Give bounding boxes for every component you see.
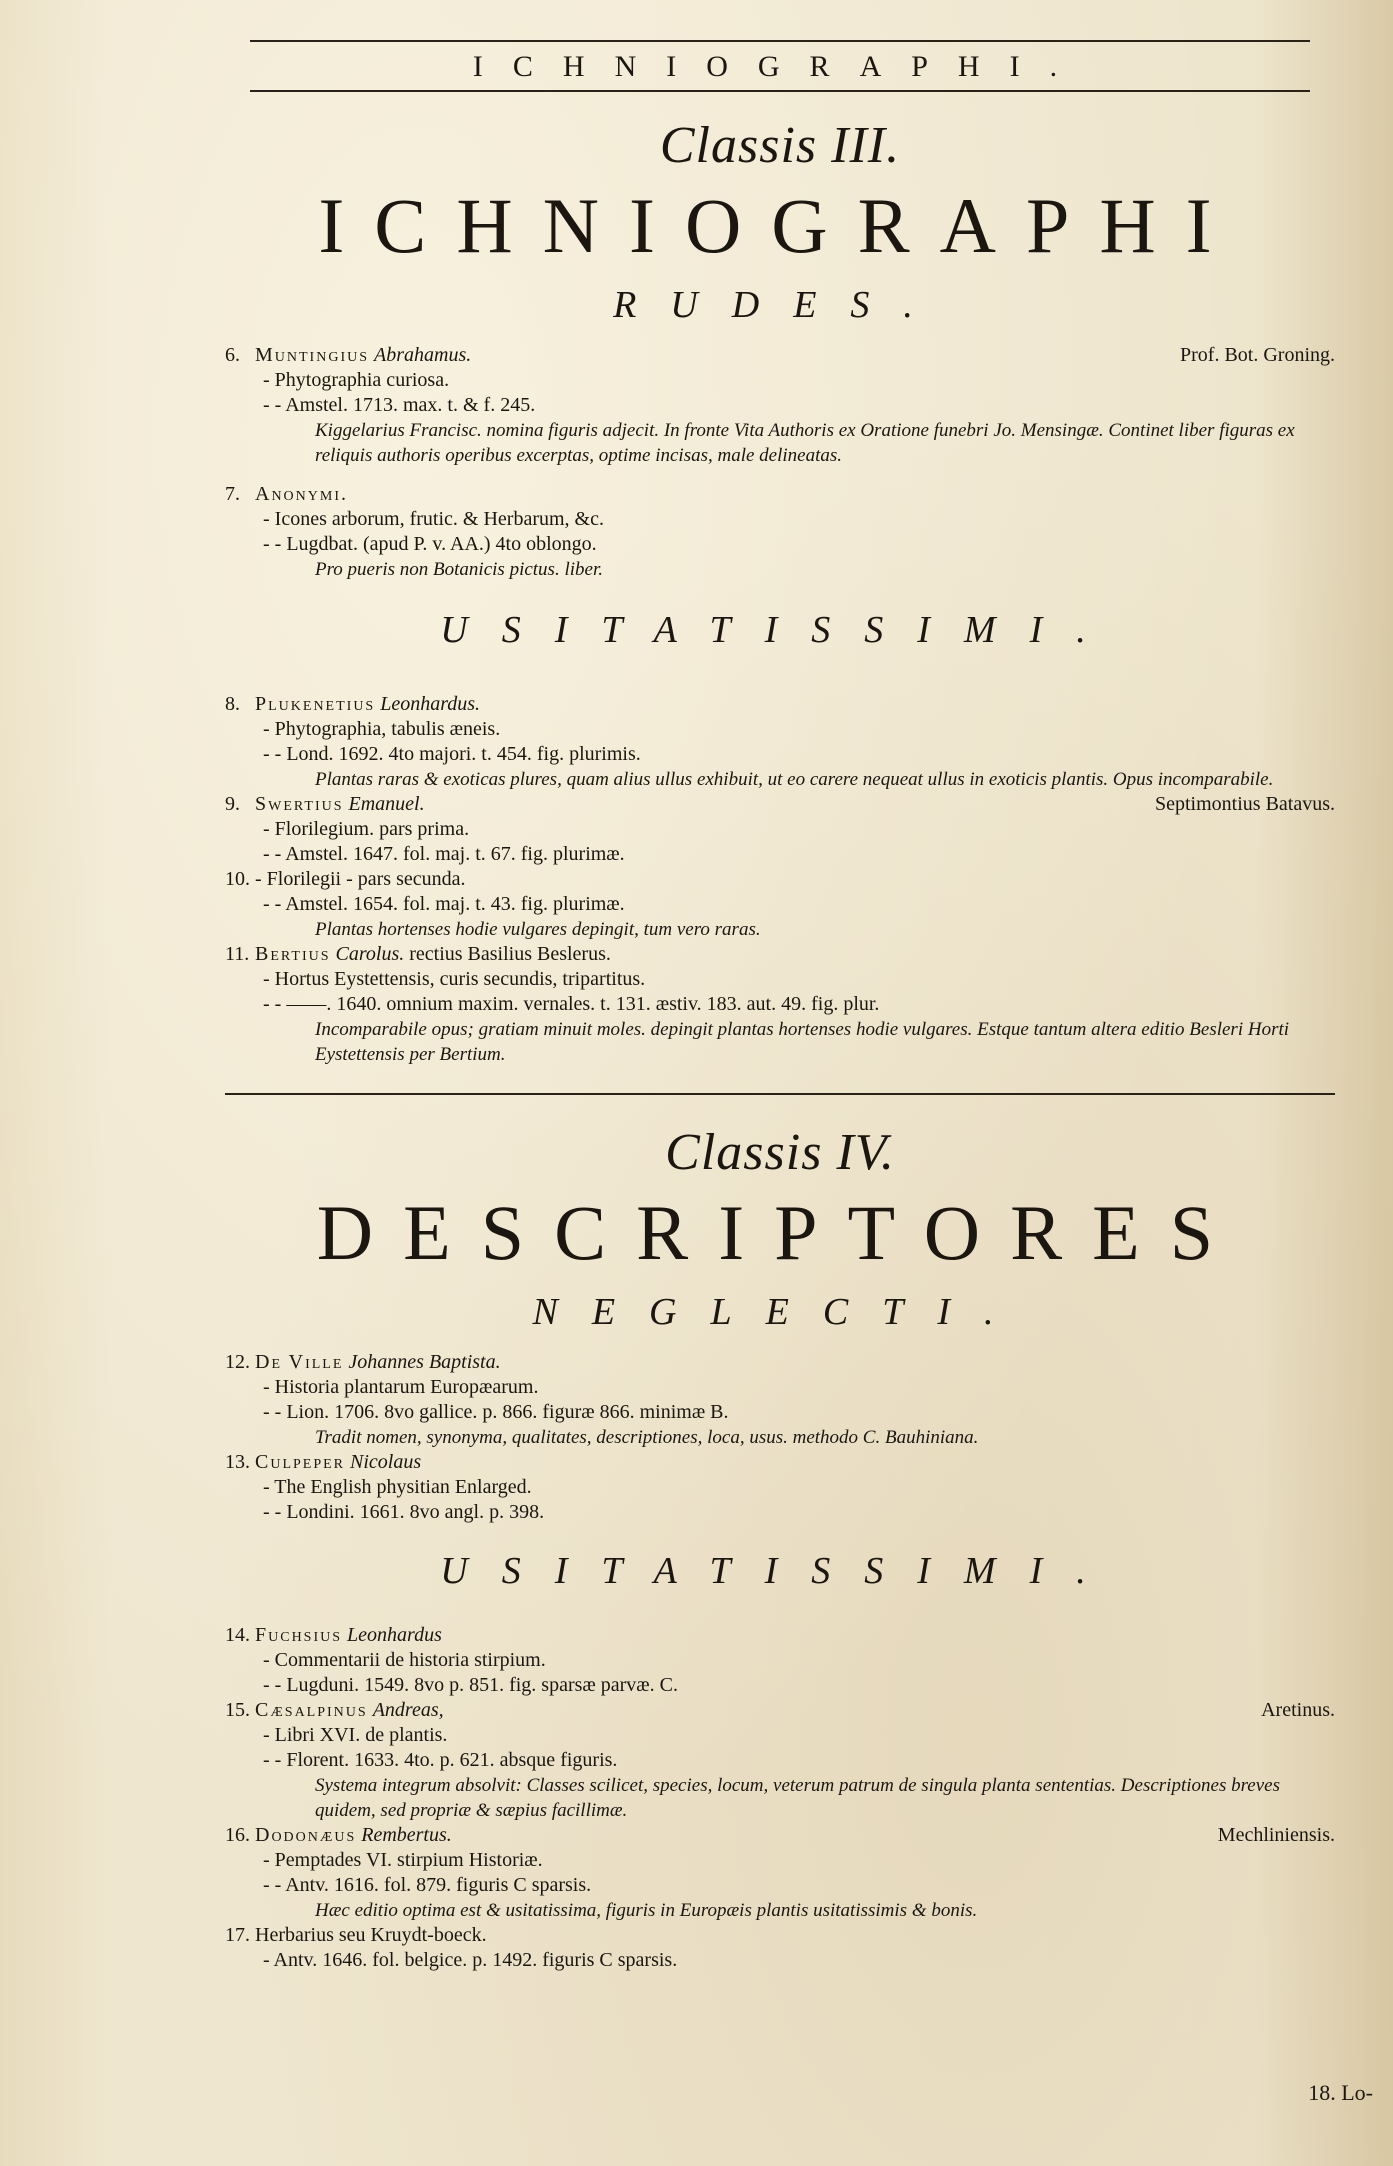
entry-number: 15. bbox=[225, 1699, 250, 1721]
entry-note: Plantas raras & exoticas plures, quam alius ullus exhibuit, ut eo carere nequeat ullus in exoticis plantis. Opus incomparabile. bbox=[315, 769, 1274, 790]
author-origin: Aretinus. bbox=[1261, 1699, 1335, 1721]
catchword: 18. Lo- bbox=[1308, 2080, 1373, 2105]
author-given-name: Nicolaus bbox=[350, 1451, 422, 1473]
section-title: ICHNIOGRAPHI bbox=[318, 182, 1242, 269]
entry-imprint: - - Antv. 1616. fol. 879. figuris C sparsis. bbox=[263, 1874, 592, 1896]
entry bbox=[225, 1698, 1335, 1823]
author-alias: rectius Basilius Beslerus. bbox=[409, 943, 611, 965]
entry-title: - Phytographia curiosa. bbox=[263, 369, 450, 391]
subsection-title: RUDES. bbox=[613, 284, 947, 326]
entry-imprint: - - Lugdbat. (apud P. v. AA.) 4to oblongo. bbox=[263, 533, 597, 555]
entry-title: - Florilegium. pars prima. bbox=[263, 818, 470, 840]
author-name: Fuchsius bbox=[255, 1624, 343, 1646]
entry bbox=[225, 1623, 1335, 1698]
entry-note: Kiggelarius Francisc. nomina figuris adjecit. In fronte Vita Authoris ex Oratione funebri Jo. Mensingæ. Continet liber figuras ex reliquis authoris operibus excerptas, optime incisas, male delineatas. bbox=[315, 420, 1295, 466]
entry-number: 11. bbox=[225, 943, 250, 965]
entry bbox=[225, 1923, 1335, 1973]
author-name: Anonymi. bbox=[255, 483, 348, 505]
author-given-name: Carolus. bbox=[335, 943, 405, 965]
entry-number: 17. bbox=[225, 1924, 250, 1946]
entry-imprint: - - Lugduni. 1549. 8vo p. 851. fig. sparsæ parvæ. C. bbox=[263, 1674, 678, 1696]
entry-title: - Pemptades VI. stirpium Historiæ. bbox=[263, 1849, 543, 1871]
entry bbox=[225, 692, 1335, 792]
entry bbox=[225, 1450, 1335, 1525]
entry-title: - Icones arborum, frutic. & Herbarum, &c. bbox=[263, 508, 604, 530]
entry bbox=[225, 867, 1335, 942]
running-head: ICHNIOGRAPHI. bbox=[250, 40, 1310, 92]
entry-note: Systema integrum absolvit: Classes scilicet, species, locum, veterum patrum de singula planta sententias. Descriptiones breves quidem, sed propriæ & sæpius facillimæ. bbox=[315, 1775, 1280, 1821]
entry-imprint: - - Florent. 1633. 4to. p. 621. absque figuris. bbox=[263, 1749, 618, 1771]
entry-number: 6. bbox=[225, 344, 240, 366]
classis-heading: Classis III. bbox=[659, 117, 901, 174]
entry-imprint: - - Amstel. 1713. max. t. & f. 245. bbox=[263, 394, 536, 416]
section-divider bbox=[225, 1093, 1335, 1095]
section-title: DESCRIPTORES bbox=[316, 1189, 1244, 1276]
author-given-name: Leonhardus bbox=[347, 1624, 442, 1646]
page-content bbox=[225, 40, 1335, 1973]
entry-note: Pro pueris non Botanicis pictus. liber. bbox=[315, 559, 603, 580]
author-given-name: Rembertus. bbox=[361, 1824, 452, 1846]
entry bbox=[225, 1350, 1335, 1450]
author-given-name: Emanuel. bbox=[348, 793, 425, 815]
entry-number: 8. bbox=[225, 693, 240, 715]
author-name: De Ville bbox=[255, 1351, 344, 1373]
entry-imprint: - - Lion. 1706. 8vo gallice. p. 866. figuræ 866. minimæ B. bbox=[263, 1401, 729, 1423]
entry bbox=[225, 482, 1335, 582]
entry-number: 9. bbox=[225, 793, 240, 815]
author-given-name: Andreas, bbox=[372, 1699, 444, 1721]
entry bbox=[225, 1823, 1335, 1923]
entry-number: 10. bbox=[225, 868, 250, 890]
entry-imprint: - - Amstel. 1654. fol. maj. t. 43. fig. plurimæ. bbox=[263, 893, 625, 915]
entry-title: - Commentarii de historia stirpium. bbox=[263, 1649, 546, 1671]
author-name: Muntingius bbox=[255, 344, 369, 366]
entry-imprint: - - Amstel. 1647. fol. maj. t. 67. fig. plurimæ. bbox=[263, 843, 625, 865]
author-name: Swertius bbox=[255, 793, 344, 815]
subsection-title: USITATISSIMI. bbox=[440, 1550, 1120, 1592]
entry-note: Hæc editio optima est & usitatissima, figuris in Europæis plantis usitatissimis & bonis. bbox=[315, 1900, 978, 1921]
author-given-name: Johannes Baptista. bbox=[348, 1351, 501, 1373]
author-name: Culpeper bbox=[255, 1451, 346, 1473]
author-name: Bertius bbox=[255, 943, 331, 965]
entry-title: - Hortus Eystettensis, curis secundis, tripartitus. bbox=[263, 968, 646, 990]
subsection-title: USITATISSIMI. bbox=[440, 609, 1120, 651]
entry-imprint: - - Lond. 1692. 4to majori. t. 454. fig. plurimis. bbox=[263, 743, 641, 765]
entry bbox=[225, 792, 1335, 867]
entry-imprint: - Antv. 1646. fol. belgice. p. 1492. figuris C sparsis. bbox=[263, 1949, 678, 1971]
subsection-title: NEGLECTI. bbox=[532, 1291, 1028, 1333]
entry-note: Tradit nomen, synonyma, qualitates, descriptiones, loca, usus. methodo C. Bauhiniana. bbox=[315, 1427, 979, 1448]
author-name: Plukenetius bbox=[255, 693, 376, 715]
author-origin: Septimontius Batavus. bbox=[1155, 793, 1335, 815]
author-name: Cæsalpinus bbox=[255, 1699, 368, 1721]
entry-title: - The English physitian Enlarged. bbox=[263, 1476, 532, 1498]
entry-number: 13. bbox=[225, 1451, 250, 1473]
author-name: Dodonæus bbox=[255, 1824, 357, 1846]
entry-number: 14. bbox=[225, 1624, 250, 1646]
author-origin: Mechliniensis. bbox=[1217, 1824, 1335, 1846]
entry-title: - Phytographia, tabulis æneis. bbox=[263, 718, 501, 740]
entry-title: - Historia plantarum Europæarum. bbox=[263, 1376, 539, 1398]
entry-title: - Libri XVI. de plantis. bbox=[263, 1724, 448, 1746]
entry-number: 7. bbox=[225, 483, 240, 505]
author-given-name: Leonhardus. bbox=[380, 693, 481, 715]
entry-number: 12. bbox=[225, 1351, 250, 1373]
entry-title: Herbarius seu Kruydt-boeck. bbox=[255, 1924, 487, 1946]
entry-title: - Florilegii - pars secunda. bbox=[255, 868, 466, 890]
classis-heading: Classis IV. bbox=[665, 1124, 895, 1181]
entry-imprint: - - Londini. 1661. 8vo angl. p. 398. bbox=[263, 1501, 545, 1523]
author-origin: Prof. Bot. Groning. bbox=[1180, 344, 1335, 366]
author-given-name: Abrahamus. bbox=[374, 344, 472, 366]
entry-note: Plantas hortenses hodie vulgares depingit, tum vero raras. bbox=[315, 919, 761, 940]
entry-number: 16. bbox=[225, 1824, 250, 1846]
entry bbox=[225, 343, 1335, 468]
entry-imprint: - - ——. 1640. omnium maxim. vernales. t. 131. æstiv. 183. aut. 49. fig. plur. bbox=[263, 993, 880, 1015]
entry-note: Incomparabile opus; gratiam minuit moles. depingit plantas hortenses hodie vulgares. Estque tantum altera editio Besleri Horti Eystettensis per Bertium. bbox=[315, 1019, 1290, 1065]
entry bbox=[225, 942, 1335, 1067]
